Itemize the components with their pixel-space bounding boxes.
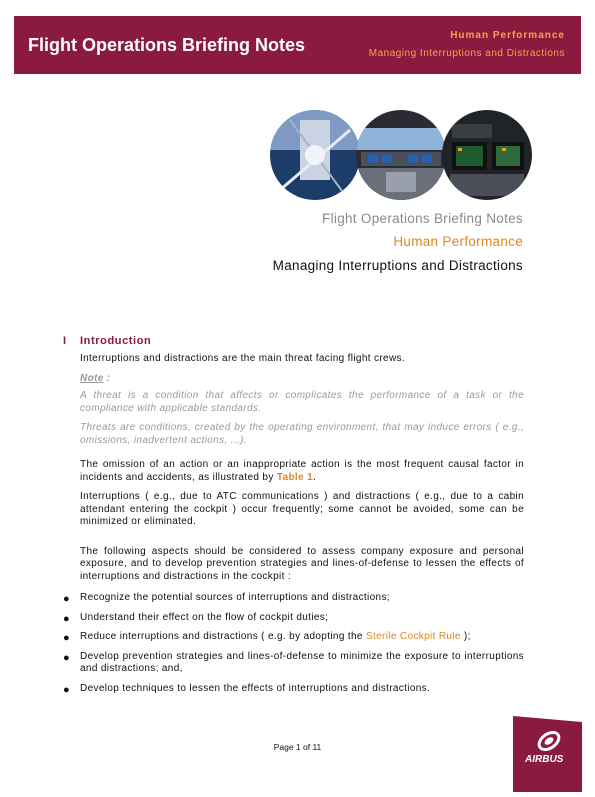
causal-text: The omission of an action or an inappropriate action is the most frequent causal factor in incidents and accidents, as illustrated by	[80, 459, 524, 483]
section-title: Introduction	[80, 335, 152, 347]
aspects-list	[63, 592, 524, 696]
list-item	[63, 592, 524, 605]
section-body	[63, 353, 524, 702]
list-item	[63, 682, 524, 696]
sterile-cockpit-rule-link[interactable]: Sterile Cockpit Rule	[365, 631, 461, 642]
note-label-text: Note	[80, 372, 104, 384]
banner-subtitle: Managing Interruptions and Distractions	[368, 48, 565, 59]
note-label	[80, 373, 524, 386]
cockpit-photos	[270, 110, 523, 200]
bullet-dot-icon: ●	[63, 593, 70, 605]
banner-topic: Human Performance	[450, 30, 565, 41]
list-item-text-end: );	[460, 631, 471, 642]
note-text-2: Threats are conditions, created by the operating environment, that may induce errors ( e.g., omissions, inadvertent actions, ...).	[80, 422, 524, 446]
list-item-text: Develop techniques to lessen the effects of interruptions and distractions.	[80, 682, 431, 694]
table-1-link[interactable]: Table 1	[276, 471, 313, 483]
bullet-dot-icon: ●	[63, 651, 70, 664]
doc-topic: Human Performance	[393, 234, 523, 249]
logo-text: AIRBUS	[525, 754, 564, 765]
section-number: I	[63, 335, 67, 347]
banner-title: Flight Operations Briefing Notes	[28, 35, 306, 55]
doc-series: Flight Operations Briefing Notes	[322, 211, 523, 226]
photo-2-image	[356, 110, 446, 200]
bullet-dot-icon: ●	[63, 683, 70, 696]
list-item-text: Reduce interruptions and distractions ( e.g. by adopting the	[80, 631, 366, 642]
note-text-1: A threat is a condition that affects or complicates the performance of a task or the compliance with applicable standards.	[80, 390, 524, 414]
bullet-dot-icon: ●	[63, 632, 70, 644]
airbus-logo-icon	[513, 716, 582, 792]
header-banner	[14, 16, 581, 74]
photo-1-image	[270, 110, 360, 200]
list-item-text: Recognize the potential sources of interruptions and distractions;	[80, 592, 390, 603]
bullet-dot-icon: ●	[63, 612, 70, 625]
list-item	[63, 631, 524, 644]
list-item	[63, 650, 524, 676]
intro-paragraph: Interruptions and distractions are the main threat facing flight crews.	[80, 353, 406, 364]
interruptions-paragraph: Interruptions ( e.g., due to ATC communications ) and distractions ( e.g., due to a cabin attendant entering the cockpit ) occur frequently; some cannot be avoided, some can be minimized or eliminated.	[80, 491, 524, 527]
aspects-paragraph: The following aspects should be considered to assess company exposure and personal exposure, and to develop prevention strategies and lines-of-defense to lessen the effects of interruptions and distractions in the cockpit :	[80, 545, 524, 582]
list-item-text: Understand their effect on the flow of cockpit duties;	[80, 611, 329, 623]
photo-3-image	[442, 110, 532, 200]
doc-title: Managing Interruptions and Distractions	[272, 258, 523, 273]
causal-paragraph	[80, 459, 524, 484]
page-number: Page 1 of 11	[273, 742, 322, 752]
list-item	[63, 611, 524, 625]
causal-end: .	[313, 471, 317, 483]
list-item-text: Develop prevention strategies and lines-of-defense to minimize the exposure to interruptions and distractions; and,	[80, 650, 524, 674]
note-colon: :	[103, 372, 111, 384]
